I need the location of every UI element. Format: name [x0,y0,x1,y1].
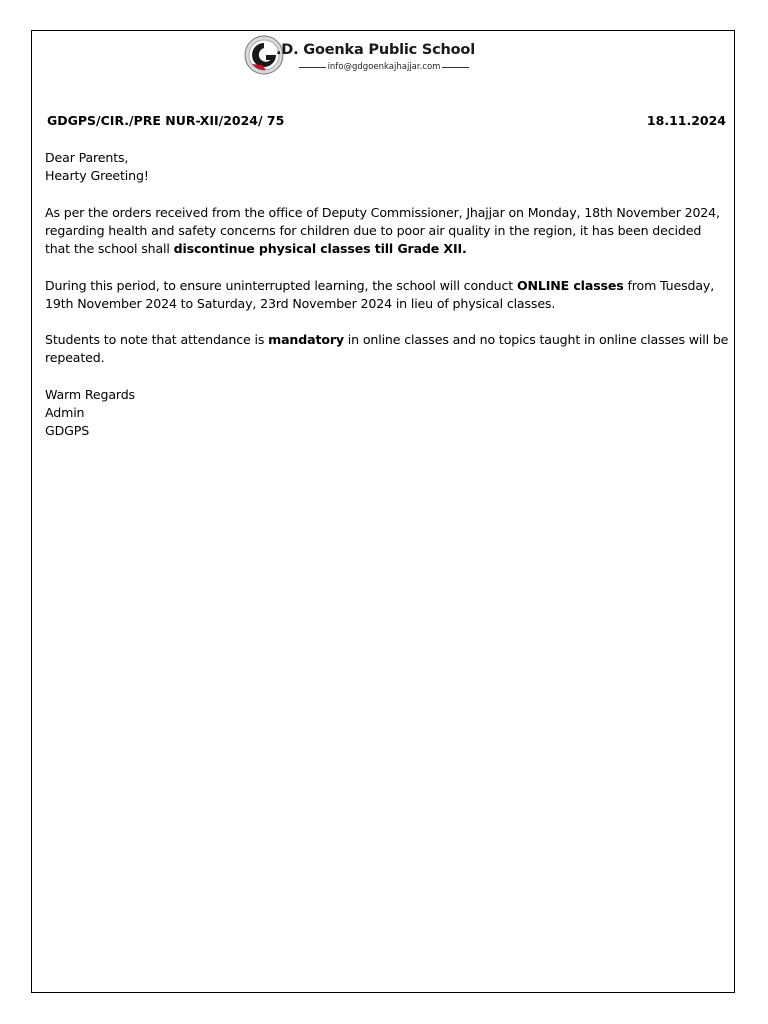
greeting: Hearty Greeting! [45,168,149,183]
salutation-block [45,149,735,185]
para3-line2: repeated. [45,350,105,365]
para3-line1-tail: in online classes and no topics taught in online classes will be [343,332,729,347]
para1-line3 [45,240,735,258]
para3-line1 [45,331,735,349]
para2-line1-tail: from Tuesday, [623,278,715,293]
signature-block [45,386,735,440]
paragraph-1 [45,204,735,258]
para1-line3-text: that the school shall [45,241,174,256]
signatory: Admin [45,405,85,420]
para3-line1-text: Students to note that attendance is [45,332,269,347]
organization: GDGPS [45,423,90,438]
paragraph-3 [45,331,735,367]
letterhead [243,34,488,76]
para2-line2: 19th November 2024 to Saturday, 23rd November 2024 in lieu of physical classes. [45,296,556,311]
school-name [276,42,475,58]
school-name-text: .D. Goenka Public School [276,42,475,58]
circular-date: 18.11.2024 [646,113,726,128]
salutation: Dear Parents, [45,150,129,165]
school-email: info@gdgoenkajhajjar.com [327,62,441,72]
email-rule-left [299,67,326,68]
para1-emphasis: discontinue physical classes till Grade XII. [173,241,467,256]
email-row [299,61,469,73]
para1-line2: regarding health and safety concerns for children due to poor air quality in the region, it has been decided [45,223,702,238]
closing: Warm Regards [45,387,135,402]
circular-reference: GDGPS/CIR./PRE NUR-XII/2024/ 75 [47,113,285,128]
para2-line1 [45,277,735,295]
para1-line1: As per the orders received from the office of Deputy Commissioner, Jhajjar on Monday, 18th November 2024, [45,205,720,220]
para2-emphasis: ONLINE classes [516,278,624,293]
para2-line1-text: During this period, to ensure uninterrupted learning, the school will conduct [45,278,517,293]
email-rule-right [442,67,469,68]
paragraph-2 [45,277,735,313]
para3-emphasis: mandatory [268,332,344,347]
